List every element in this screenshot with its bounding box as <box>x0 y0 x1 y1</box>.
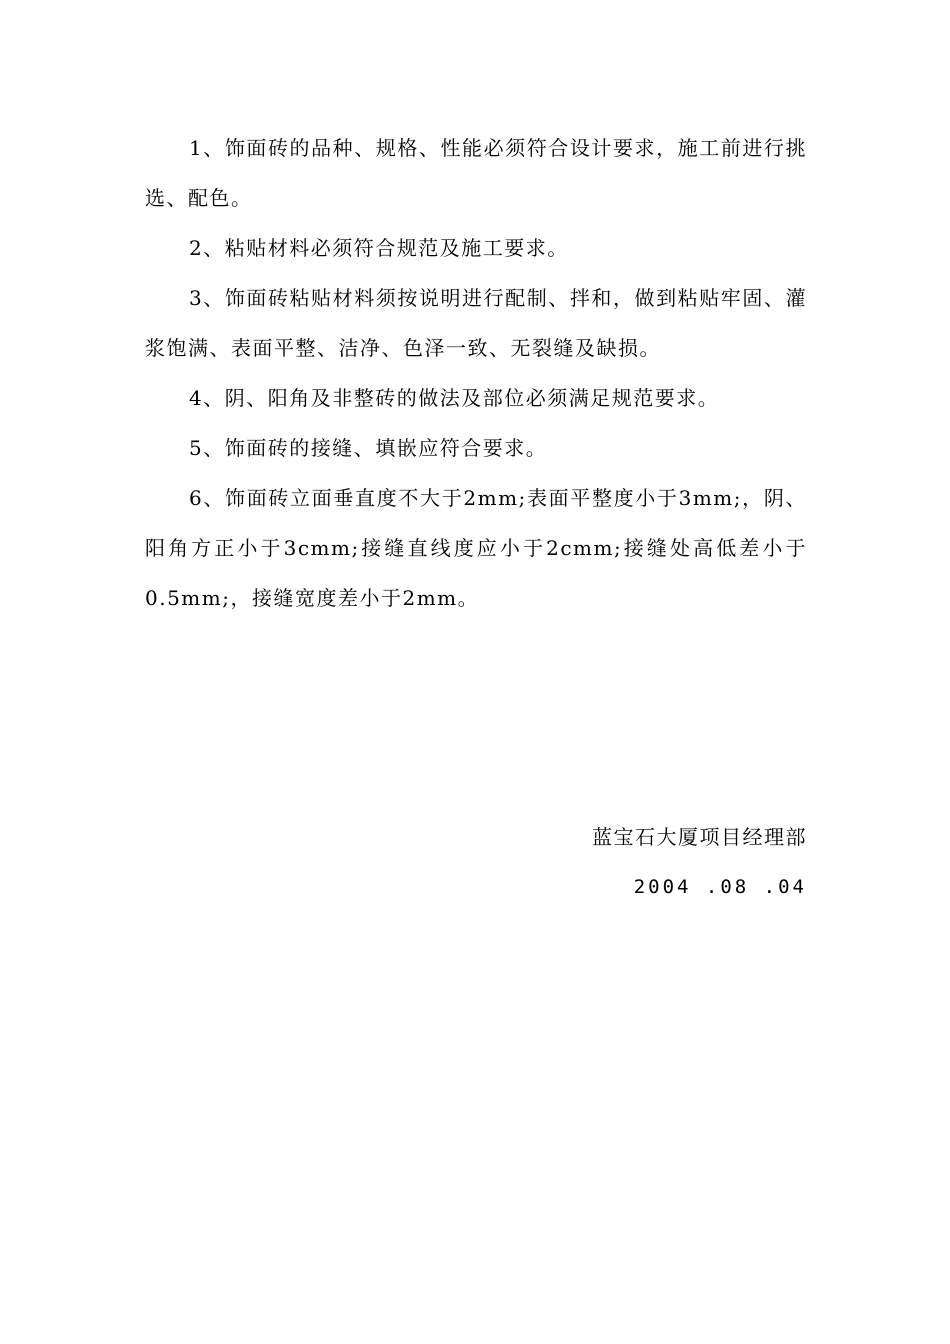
requirement-item-5: 5、饰面砖的接缝、填嵌应符合要求。 <box>189 436 548 460</box>
requirements-body <box>145 123 807 623</box>
requirement-item-3: 3、饰面砖粘贴材料须按说明进行配制、拌和，做到粘贴牢固、灌浆饱满、表面平整、洁净、色泽一致、无裂缝及缺损。 <box>145 286 807 360</box>
requirement-item-6: 6、饰面砖立面垂直度不大于2mm;表面平整度小于3mm;，阴、阳角方正小于3cmm;接缝直线度应小于2cmm;接缝处高低差小于0.5mm;，接缝宽度差小于2mm。 <box>145 486 807 610</box>
requirement-item-1: 1、饰面砖的品种、规格、性能必须符合设计要求，施工前进行挑选、配色。 <box>145 136 807 210</box>
signature-block <box>592 817 807 907</box>
requirement-item-2: 2、粘贴材料必须符合规范及施工要求。 <box>189 236 569 260</box>
requirement-item-4: 4、阴、阳角及非整砖的做法及部位必须满足规范要求。 <box>189 386 720 410</box>
signature-organization: 蓝宝石大厦项目经理部 <box>592 825 807 849</box>
signature-date: 2004 .08 .04 <box>633 876 807 898</box>
